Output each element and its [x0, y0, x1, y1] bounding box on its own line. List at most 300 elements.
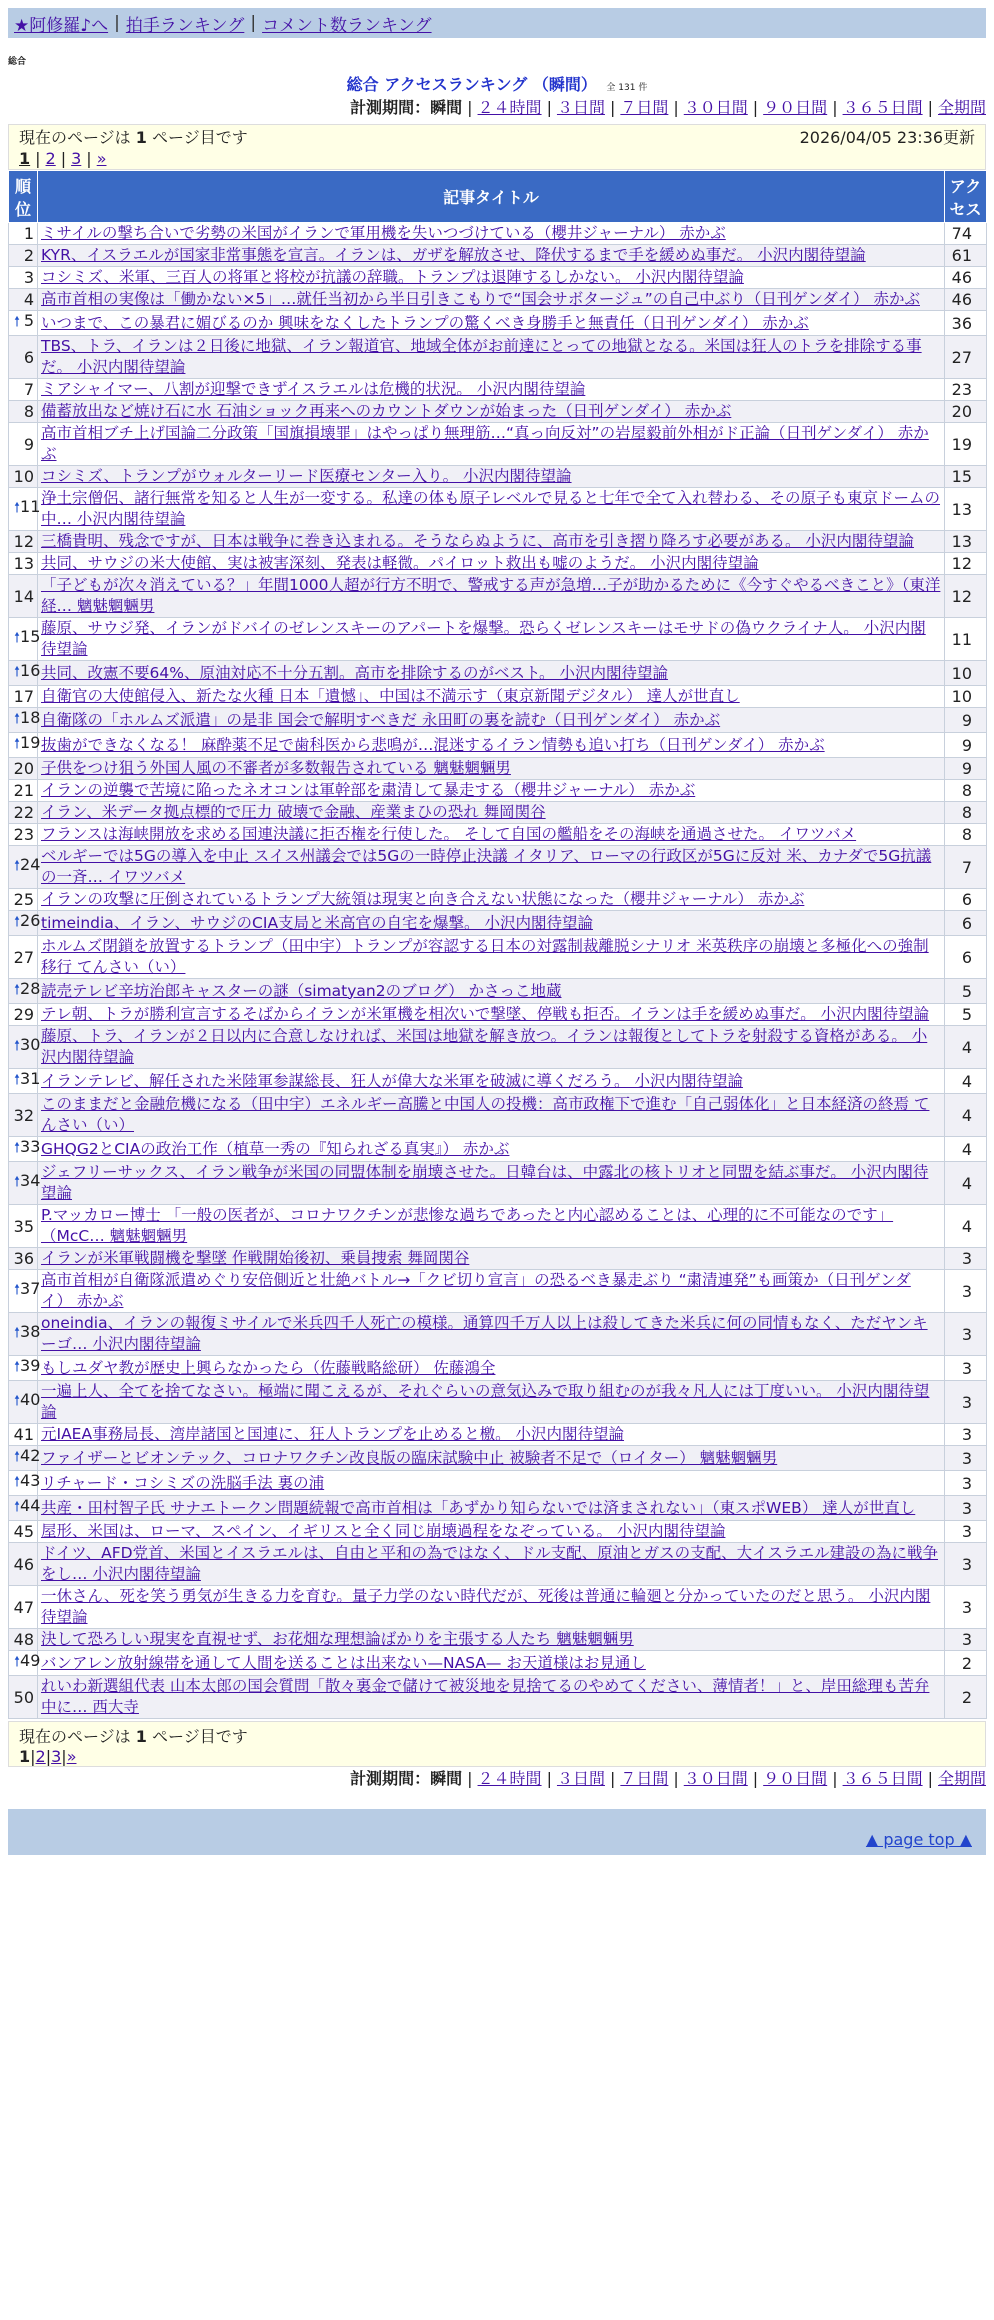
title-cell: [38, 1205, 945, 1248]
article-link[interactable]: イランの逆襲で苦境に陥ったネオコンは軍幹部を粛清して暴走する（櫻井ジャーナル） 赤かぶ: [41, 781, 696, 799]
rank-number: 24: [20, 855, 41, 874]
title-cell: [38, 1381, 945, 1424]
access-count: 3: [945, 1313, 987, 1356]
rank-number: 42: [20, 1446, 41, 1465]
article-link[interactable]: コシミズ、トランプがウォルターリード医療センター入り。 小沢内閣待望論: [41, 467, 572, 485]
period-link-5[interactable]: ３６５日間: [842, 1769, 923, 1788]
period-link-2[interactable]: ７日間: [620, 98, 669, 117]
title-cell: [38, 1543, 945, 1586]
rank-number: 14: [13, 586, 34, 606]
rank-number: 30: [20, 1035, 41, 1054]
access-count: 12: [945, 553, 987, 575]
period-current: 瞬間: [430, 1769, 463, 1788]
period-separator: |: [546, 1769, 552, 1788]
period-separator: |: [752, 1769, 759, 1788]
article-link[interactable]: ジェフリーサックス、イラン戦争が米国の同盟体制を崩壊させた。日韓台は、中露北の核トリオと同盟を結ぶ事だ。 小沢内閣待望論: [41, 1163, 929, 1202]
period-link-1[interactable]: ３日間: [556, 98, 605, 117]
rank-number: 29: [13, 1005, 34, 1024]
access-count: 6: [945, 889, 987, 911]
period-link-0[interactable]: ２４時間: [477, 98, 542, 117]
access-count: 46: [945, 267, 987, 289]
article-link[interactable]: 高市首相が自衛隊派遣めぐり安倍側近と壮絶バトル→「クビ切り宣言」の恐るべき暴走ぶり “粛清連発”も画策か（日刊ゲンダイ） 赤かぶ: [41, 1271, 911, 1310]
article-link[interactable]: GHQG2とCIAの政治工作（植草一秀の『知られざる真実』） 赤かぶ: [41, 1139, 510, 1158]
article-link[interactable]: 一休さん、死を笑う勇気が生きる力を育む。量子力学のない時代だが、死後は普通に輪廻と分かっていたのだと思う。 小沢内閣待望論: [41, 1587, 931, 1626]
nav-link-applause-ranking[interactable]: 拍手ランキング: [125, 15, 245, 36]
rank-cell: [9, 1162, 41, 1205]
rank-number: 39: [20, 1356, 41, 1375]
page-link-2[interactable]: 2: [45, 149, 56, 168]
article-link[interactable]: 共同、サウジの米大使館、実は被害深刻、発表は軽微。パイロット救出も嘘のようだ。 小沢内閣待望論: [41, 554, 759, 572]
access-count: 10: [945, 661, 987, 686]
title-cell: [38, 336, 945, 379]
article-link[interactable]: 読売テレビ辛坊治郎キャスターの謎（simatyan2のブログ） かさっこ地蔵: [41, 981, 562, 1000]
rank-cell: [9, 979, 41, 1004]
article-link[interactable]: KYR、イスラエルが国家非常事態を宣言。イランは、ガザを解放させ、降伏するまで手を緩めぬ事だ。 小沢内閣待望論: [41, 246, 866, 264]
table-row: [9, 401, 987, 423]
access-count: 2: [945, 1651, 987, 1676]
rank-cell: [9, 911, 41, 936]
up-arrow-icon: 🠕: [14, 711, 21, 727]
access-count: 3: [945, 1381, 987, 1424]
article-link[interactable]: イランが米軍戦闘機を撃墜 作戦開始後初、乗員捜索 舞岡関谷: [41, 1249, 470, 1267]
rank-cell: [9, 1004, 38, 1026]
period-separator: |: [609, 1769, 616, 1788]
table-row: [9, 1521, 987, 1543]
period-link-3[interactable]: ３０日間: [683, 1769, 748, 1788]
title-cell: [38, 1651, 945, 1676]
access-count: 3: [945, 1521, 987, 1543]
col-access-header: アクセス: [945, 171, 987, 223]
paging-box-bottom: [8, 1721, 986, 1767]
table-row: [9, 1162, 987, 1205]
rank-number: 3: [23, 268, 34, 287]
article-link[interactable]: リチャード・コシミズの洗脳手法 裏の浦: [41, 1473, 325, 1492]
access-count: 8: [945, 802, 987, 824]
article-link[interactable]: イラン、米データ拠点標的で圧力 破壊で金融、産業まひの恐れ 舞岡関谷: [41, 803, 546, 821]
table-row: [9, 1137, 987, 1162]
access-count: 5: [945, 979, 987, 1004]
access-count: 27: [945, 336, 987, 379]
up-arrow-icon: 🠕: [14, 1072, 21, 1088]
rank-number: 43: [20, 1471, 41, 1490]
article-link[interactable]: 「子どもが次々消えている？」年間1000人超が行方不明で、警戒する声が急増…子が助かるために《今すぐやるべきこと》（東洋経… 魑魅魍魎男: [41, 576, 941, 615]
up-arrow-icon: 🠕: [14, 1359, 21, 1375]
article-link[interactable]: 自衛官の大使館侵入、新たな火種 日本「遺憾」、中国は不満示す（東京新聞デジタル） 達人が世直し: [41, 687, 740, 705]
article-link[interactable]: フランスは海峡開放を求める国連決議に拒否権を行使した。 そして自国の艦船をその海峡を通過させた。 イワツバメ: [41, 825, 857, 843]
table-row: [9, 245, 987, 267]
article-link[interactable]: 屋形、米国は、ローマ、スペイン、イギリスと全く同じ崩壊過程をなぞっている。 小沢内閣待望論: [41, 1522, 726, 1540]
paging-box-top: [8, 124, 986, 170]
access-count: 15: [945, 466, 987, 488]
table-row: [9, 553, 987, 575]
title-cell: [38, 1270, 945, 1313]
access-count: 6: [945, 911, 987, 936]
period-link-1[interactable]: ３日間: [556, 1769, 605, 1788]
pagination: [19, 148, 975, 169]
article-link[interactable]: イランの攻撃に圧倒されているトランプ大統領は現実と向き合えない状態になった（櫻井ジャーナル） 赤かぶ: [41, 890, 805, 908]
table-row: [9, 780, 987, 802]
title-cell: [38, 846, 945, 889]
page-current: 1: [19, 149, 31, 168]
article-link[interactable]: いつまで、この暴君に媚びるのか 興味をなくしたトランプの驚くべき身勝手と無責任（日刊ゲンダイ） 赤かぶ: [41, 313, 809, 332]
title-cell: [38, 780, 945, 802]
current-page-text: 現在のページは 1 ページ目です: [19, 1727, 248, 1746]
article-link[interactable]: 元IAEA事務局長、湾岸諸国と国連に、狂人トランプを止めると檄。 小沢内閣待望論: [41, 1425, 625, 1443]
access-count: 19: [945, 423, 987, 466]
up-arrow-icon: 🠕: [14, 1140, 21, 1156]
table-row: [9, 979, 987, 1004]
access-count: 74: [945, 223, 987, 245]
rank-number: 50: [13, 1687, 34, 1707]
page-current: 1: [19, 1747, 31, 1766]
access-count: 9: [945, 758, 987, 780]
category-label: 総合: [8, 57, 27, 67]
rank-number: 4: [23, 290, 34, 309]
up-arrow-icon: 🠕: [14, 630, 21, 646]
table-row: [9, 889, 987, 911]
table-row: [9, 1676, 987, 1719]
article-link[interactable]: 藤原、トラ、イランが２日以内に合意しなければ、米国は地獄を解き放つ。イランは報復としてトラを射殺する資格がある。 小沢内閣待望論: [41, 1027, 928, 1066]
page-separator: |: [61, 1747, 67, 1766]
rank-number: 2: [23, 246, 34, 265]
title-cell: [38, 1004, 945, 1026]
article-link[interactable]: 三橋貴明、残念ですが、日本は戦争に巻き込まれる。そうならぬように、高市を引き摺り降ろす必要がある。 小沢内閣待望論: [41, 532, 914, 550]
col-title-header: 記事タイトル: [38, 171, 945, 223]
table-row: [9, 311, 987, 336]
page-separator: |: [60, 149, 67, 168]
updated-timestamp: 2026/04/05 23:36更新: [799, 128, 975, 147]
rank-cell: [9, 1651, 41, 1676]
table-row: [9, 267, 987, 289]
rank-cell: [9, 1137, 41, 1162]
access-count: 11: [945, 618, 987, 661]
title-cell: [38, 1313, 945, 1356]
page-next-link[interactable]: »: [66, 1747, 77, 1766]
article-link[interactable]: 自衛隊の「ホルムズ派遣」の是非 国会で解明すべきだ 永田町の裏を読む（日刊ゲンダイ） 赤かぶ: [41, 710, 721, 729]
access-count: 7: [945, 846, 987, 889]
period-separator: |: [927, 98, 933, 117]
article-link[interactable]: ドイツ、AFD党首、米国とイスラエルは、自由と平和の為ではなく、ドル支配、原油とガスの支配、大イスラエル建設の為に戦争をし… 小沢内閣待望論: [41, 1544, 938, 1583]
access-count: 61: [945, 245, 987, 267]
title-cell: [38, 575, 945, 618]
rank-cell: [9, 1676, 38, 1719]
page-separator: |: [35, 149, 41, 168]
rank-number: 38: [20, 1322, 41, 1341]
rank-cell: [9, 1069, 41, 1094]
rank-number: 44: [20, 1496, 41, 1515]
article-link[interactable]: ミサイルの撃ち合いで劣勢の米国がイランで軍用機を失いつづけている（櫻井ジャーナル） 赤かぶ: [41, 224, 726, 242]
access-count: 23: [945, 379, 987, 401]
rank-cell: [9, 733, 41, 758]
rank-number: 41: [13, 1425, 34, 1444]
rank-number: 1: [23, 224, 34, 243]
article-link[interactable]: 子供をつけ狙う外国人風の不審者が多数報告されている 魑魅魍魎男: [41, 759, 511, 777]
access-count: 4: [945, 1094, 987, 1137]
title-cell: [38, 733, 945, 758]
article-link[interactable]: 浄土宗僧侶、諸行無常を知ると人生が一変する。私達の体も原子レベルで見ると七年で全て入れ替わる、その原子も東京ドームの中… 小沢内閣待望論: [41, 489, 941, 528]
access-count: 3: [945, 1496, 987, 1521]
up-arrow-icon: 🠕: [14, 1174, 21, 1190]
up-arrow-icon: 🠕: [14, 1325, 21, 1341]
article-link[interactable]: 抜歯ができなくなる！ 麻酔薬不足で歯科医から悲鳴が…混迷するイラン情勢も追い打ち（日刊ゲンダイ） 赤かぶ: [41, 735, 825, 754]
page-top-link[interactable]: ▲ page top ▲: [865, 1830, 972, 1849]
title-cell: [38, 1629, 945, 1651]
rank-number: 7: [23, 380, 34, 399]
period-separator: |: [467, 98, 473, 117]
article-link[interactable]: 共産・田村智子氏 サナエトークン問題続報で高市首相は「あずかり知らないでは済まされない」（東スポWEB） 達人が世直し: [41, 1498, 916, 1517]
title-cell: [38, 223, 945, 245]
title-cell: [38, 1094, 945, 1137]
rank-cell: [9, 1496, 41, 1521]
period-link-6[interactable]: 全期間: [937, 1769, 986, 1788]
article-link[interactable]: ベルギーでは5Gの導入を中止 スイス州議会では5Gの一時停止決議 イタリア、ローマの行政区が5Gに反対 米、カナダで5G抗議の一斉… イワツバメ: [41, 847, 932, 886]
table-row: [9, 1069, 987, 1094]
title-cell: [38, 979, 945, 1004]
rank-number: 26: [20, 911, 41, 930]
footer-bar: [8, 1809, 986, 1855]
table-row: [9, 1586, 987, 1629]
period-label: 計測期間：: [350, 98, 431, 117]
article-link[interactable]: テレ朝、トラが勝利宣言するそばからイランが米軍機を相次いで撃墜、停戦も拒否。イランは手を緩めぬ事だ。 小沢内閣待望論: [41, 1005, 930, 1023]
title-cell: [38, 311, 945, 336]
rank-number: 16: [20, 661, 41, 680]
table-row: [9, 466, 987, 488]
rank-cell: [9, 758, 38, 780]
access-count: 9: [945, 708, 987, 733]
access-count: 2: [945, 1676, 987, 1719]
title-cell: [38, 488, 945, 531]
access-count: 4: [945, 1205, 987, 1248]
table-row: [9, 488, 987, 531]
article-link[interactable]: P.マッカロー博士 「一般の医者が、コロナワクチンが悲惨な過ちであったと内心認めることは、心理的に不可能なのです」（McC… 魑魅魍魎男: [41, 1206, 894, 1245]
rank-cell: [9, 1356, 41, 1381]
period-link-4[interactable]: ９０日間: [763, 1769, 828, 1788]
rank-number: 48: [13, 1630, 34, 1649]
access-count: 4: [945, 1137, 987, 1162]
title-cell: [38, 1356, 945, 1381]
up-arrow-icon: 🠕: [14, 736, 21, 752]
period-separator: |: [673, 98, 679, 117]
rank-cell: [9, 780, 38, 802]
table-row: [9, 758, 987, 780]
rank-cell: [9, 1586, 38, 1629]
article-link[interactable]: ホルムズ閉鎖を放置するトランプ（田中宇）トランプが容認する日本の対露制裁離脱シナリオ 米英秩序の崩壊と多極化への強制移行 てんさい（い）: [41, 937, 929, 976]
title-cell: [38, 1069, 945, 1094]
period-separator: |: [673, 1769, 679, 1788]
access-count: 3: [945, 1424, 987, 1446]
period-link-6[interactable]: 全期間: [937, 98, 986, 117]
rank-number: 45: [13, 1522, 34, 1541]
title-cell: [38, 802, 945, 824]
page-link-3[interactable]: 3: [51, 1747, 62, 1766]
table-row: [9, 531, 987, 553]
article-link[interactable]: ファイザーとビオンテック、コロナワクチン改良版の臨床試験中止 被験者不足で（ロイター） 魑魅魍魎男: [41, 1448, 778, 1467]
access-count: 13: [945, 531, 987, 553]
title-cell: [38, 466, 945, 488]
rank-number: 33: [20, 1137, 41, 1156]
article-link[interactable]: 決して恐ろしい現実を直視せず、お花畑な理想論ばかりを主張する人たち 魑魅魍魎男: [41, 1630, 634, 1648]
access-count: 3: [945, 1356, 987, 1381]
rank-number: 17: [13, 687, 34, 706]
title-cell: [38, 936, 945, 979]
rank-number: 13: [13, 554, 34, 573]
table-row: [9, 575, 987, 618]
rank-cell: [9, 686, 38, 708]
access-count: 13: [945, 488, 987, 531]
title-cell: [38, 708, 945, 733]
article-link[interactable]: 高市首相の実像は「働かない×5」…就任当初から半日引きこもりで“国会サボタージュ”の自己中ぶり（日刊ゲンダイ） 赤かぶ: [41, 290, 920, 308]
page-link-2[interactable]: 2: [35, 1747, 46, 1766]
up-arrow-icon: 🠕: [14, 1499, 21, 1515]
period-selector-top: [0, 96, 986, 120]
article-link[interactable]: 備蓄放出など焼け石に水 石油ショック再来へのカウントダウンが始まった（日刊ゲンダイ） 赤かぶ: [41, 402, 732, 420]
table-row: [9, 1543, 987, 1586]
page-link-3[interactable]: 3: [71, 149, 82, 168]
period-link-3[interactable]: ３０日間: [683, 98, 748, 117]
article-link[interactable]: イランテレビ、解任された米陸軍参謀総長、狂人が偉大な米軍を破滅に導くだろう。 小沢内閣待望論: [41, 1071, 743, 1090]
period-separator: |: [467, 1769, 473, 1788]
rank-cell: [9, 618, 41, 661]
rank-number: 40: [20, 1390, 41, 1409]
table-row: [9, 846, 987, 889]
table-row: [9, 423, 987, 466]
article-link[interactable]: もしユダヤ教が歴史上興らなかったら（佐藤戦略総研） 佐藤鴻全: [41, 1358, 496, 1377]
rank-cell: [9, 1026, 41, 1069]
access-count: 3: [945, 1543, 987, 1586]
table-row: [9, 1205, 987, 1248]
up-arrow-icon: 🠕: [14, 914, 21, 930]
rank-cell: [9, 1205, 38, 1248]
access-count: 3: [945, 1270, 987, 1313]
rank-cell: [9, 245, 38, 267]
nav-link-comment-ranking[interactable]: コメント数ランキング: [262, 15, 432, 36]
period-link-0[interactable]: ２４時間: [477, 1769, 542, 1788]
period-separator: |: [609, 98, 616, 117]
period-link-2[interactable]: ７日間: [620, 1769, 669, 1788]
article-link[interactable]: れいわ新選組代表 山本太郎の国会質問「散々裏金で儲けて被災地を見捨てるのやめてください、薄情者！」と、岸田総理も苦弁中に… 西大寺: [41, 1677, 930, 1716]
up-arrow-icon: 🠕: [14, 314, 21, 330]
rank-number: 21: [13, 781, 34, 800]
article-link[interactable]: 一遍上人、全てを捨てなさい。極端に聞こえるが、それぐらいの意気込みで取り組むのが我々凡人には丁度いい。 小沢内閣待望論: [41, 1382, 930, 1421]
article-link[interactable]: バンアレン放射線帯を通して人間を送ることは出来ない—NASA— お天道様はお見通し: [41, 1653, 646, 1672]
access-count: 9: [945, 733, 987, 758]
title-cell: [38, 618, 945, 661]
rank-cell: [9, 575, 38, 618]
table-row: [9, 289, 987, 311]
up-arrow-icon: 🠕: [14, 1393, 21, 1409]
rank-number: 46: [13, 1554, 34, 1574]
article-link[interactable]: コシミズ、米軍、三百人の将軍と将校が抗議の辞職。トランプは退陣するしかない。 小沢内閣待望論: [41, 268, 744, 286]
page-separator: |: [30, 1747, 36, 1766]
nav-separator: |: [114, 13, 120, 33]
table-row: [9, 336, 987, 379]
rank-cell: [9, 531, 38, 553]
nav-separator: |: [250, 13, 257, 33]
rank-cell: [9, 1629, 38, 1651]
rank-number: 19: [20, 733, 41, 752]
title-cell: [38, 1248, 945, 1270]
rank-cell: [9, 1521, 38, 1543]
period-link-4[interactable]: ９０日間: [763, 98, 828, 117]
article-link[interactable]: 藤原、サウジ発、イランがドバイのゼレンスキーのアパートを爆撃。恐らくゼレンスキーはモサドの偽ウクライナ人。 小沢内閣待望論: [41, 619, 926, 658]
rank-number: 23: [13, 825, 34, 844]
page-title: [0, 74, 994, 96]
period-separator: |: [832, 1769, 838, 1788]
rank-cell: [9, 1313, 41, 1356]
top-nav: [8, 8, 986, 38]
period-separator: |: [752, 98, 759, 117]
ranking-table: [8, 170, 987, 1719]
nav-link-asyura[interactable]: ★阿修羅♪へ: [14, 15, 109, 36]
article-link[interactable]: TBS、トラ、イランは２日後に地獄、イラン報道官、地域全体がお前達にとっての地獄となる。米国は狂人のトラを排除する事だ。 小沢内閣待望論: [41, 337, 922, 376]
table-row: [9, 733, 987, 758]
article-link[interactable]: ミアシャイマー、八割が迎撃できずイスラエルは危機的状況。 小沢内閣待望論: [41, 380, 586, 398]
period-link-5[interactable]: ３６５日間: [842, 98, 923, 117]
page-separator: |: [86, 149, 92, 168]
up-arrow-icon: 🠕: [14, 858, 21, 874]
table-row: [9, 1496, 987, 1521]
up-arrow-icon: 🠕: [14, 1474, 21, 1490]
up-arrow-icon: 🠕: [14, 1282, 21, 1298]
title-cell: [38, 423, 945, 466]
table-row: [9, 1026, 987, 1069]
rank-cell: [9, 1446, 41, 1471]
title-cell: [38, 1496, 945, 1521]
rank-cell: [9, 1270, 41, 1313]
rank-number: 28: [20, 979, 41, 998]
title-cell: [38, 1137, 945, 1162]
article-link[interactable]: 高市首相ブチ上げ国論二分政策「国旗損壊罪」はやっぱり無理筋…“真っ向反対”の岩屋毅前外相がド正論（日刊ゲンダイ） 赤かぶ: [41, 424, 929, 463]
rank-number: 20: [13, 759, 34, 778]
table-row: [9, 1381, 987, 1424]
article-link[interactable]: 共同、改憲不要64%、原油対応不十分五割。高市を排除するのがベスト。 小沢内閣待望論: [41, 663, 668, 682]
rank-number: 49: [20, 1651, 41, 1670]
rank-number: 25: [13, 890, 34, 909]
table-row: [9, 1446, 987, 1471]
rank-cell: [9, 466, 38, 488]
title-cell: [38, 289, 945, 311]
article-link[interactable]: timeindia、イラン、サウジのCIA支局と米高官の自宅を爆撃。 小沢内閣待望論: [41, 913, 593, 932]
rank-cell: [9, 708, 41, 733]
rank-cell: [9, 824, 38, 846]
table-row: [9, 911, 987, 936]
article-link[interactable]: oneindia、イランの報復ミサイルで米兵四千人死亡の模様。通算四千万人以上は殺してきた米兵に何の同情もなく、ただヤンキーゴ… 小沢内閣待望論: [41, 1314, 928, 1353]
rank-number: 6: [23, 347, 34, 367]
page-next-link[interactable]: »: [96, 149, 107, 168]
title-cell: [38, 911, 945, 936]
period-current: 瞬間: [430, 98, 463, 117]
rank-number: 37: [20, 1279, 41, 1298]
title-cell: [38, 1026, 945, 1069]
period-separator: |: [832, 98, 838, 117]
up-arrow-icon: 🠕: [14, 500, 21, 516]
access-count: 4: [945, 1162, 987, 1205]
title-cell: [38, 379, 945, 401]
title-cell: [38, 1676, 945, 1719]
rank-cell: [9, 1094, 38, 1137]
rank-number: 15: [20, 627, 41, 646]
rank-cell: [9, 1471, 41, 1496]
rank-number: 35: [13, 1216, 34, 1236]
rank-cell: [9, 423, 38, 466]
article-link[interactable]: このままだと金融危機になる（田中宇）エネルギー高騰と中国人の投機：高市政権下で進む「自己弱体化」と日本経済の終焉 てんさい（い）: [41, 1095, 930, 1134]
table-row: [9, 223, 987, 245]
access-count: 4: [945, 1069, 987, 1094]
title-cell: [38, 1586, 945, 1629]
page-separator: |: [45, 1747, 52, 1766]
title-cell: [38, 553, 945, 575]
col-rank-header: 順位: [9, 171, 38, 223]
